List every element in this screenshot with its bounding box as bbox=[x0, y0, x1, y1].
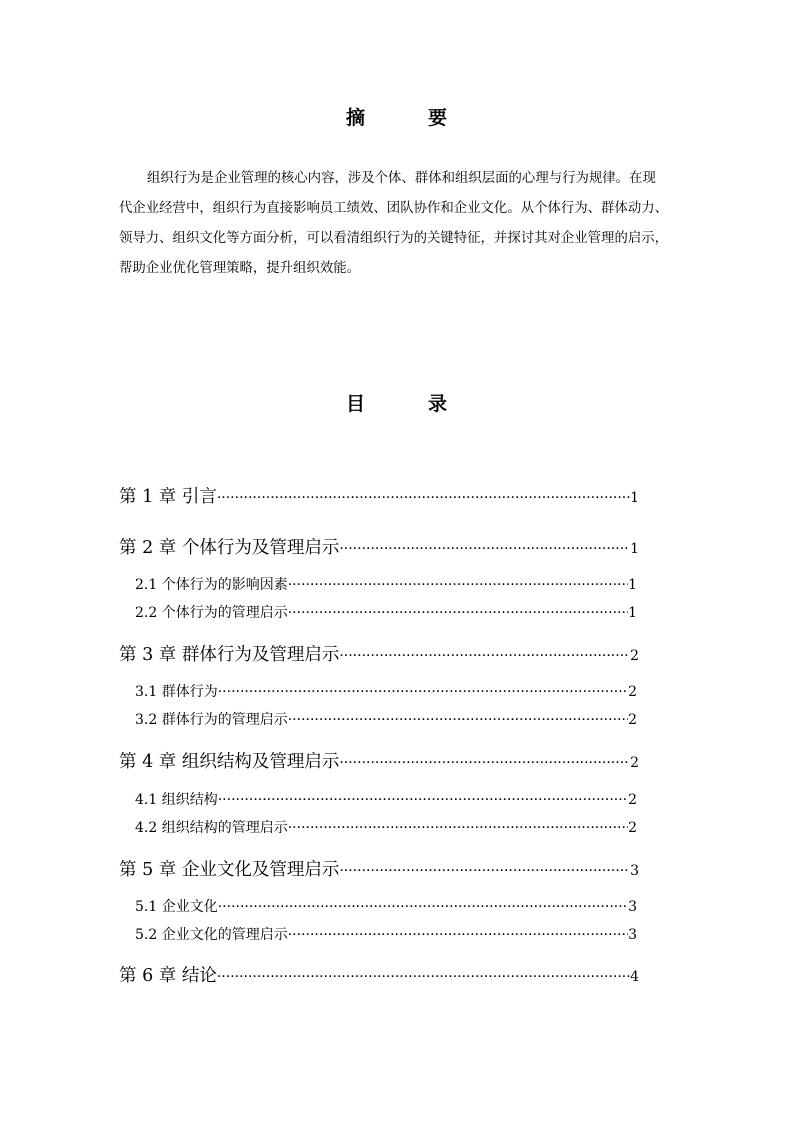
toc-entry[interactable] bbox=[135, 574, 637, 594]
toc-entry[interactable] bbox=[119, 856, 639, 881]
toc-entry[interactable] bbox=[119, 534, 639, 559]
toc-leader-dots bbox=[288, 577, 628, 593]
abstract-line: 领导力、组织文化等方面分析，可以看清组织行为的关键特征，并探讨其对企业管理的启示， bbox=[119, 231, 669, 246]
toc-entry-page: 3 bbox=[628, 899, 637, 915]
toc-entry-page: 2 bbox=[630, 648, 639, 664]
toc-entry-page: 2 bbox=[628, 820, 637, 836]
toc-leader-dots bbox=[339, 863, 630, 879]
toc-leader-dots bbox=[217, 490, 630, 506]
toc-entry[interactable] bbox=[135, 924, 637, 944]
toc-entry-label: 5.2 企业文化的管理启示 bbox=[135, 927, 288, 943]
toc-leader-dots bbox=[288, 927, 628, 943]
toc-entry-label: 2.2 个体行为的管理启示 bbox=[135, 605, 288, 621]
toc-entry-label: 3.2 群体行为的管理启示 bbox=[135, 712, 288, 728]
toc-entry[interactable] bbox=[135, 709, 637, 729]
toc-entry-page: 2 bbox=[630, 755, 639, 771]
toc-entry-label: 第 4 章 组织结构及管理启示 bbox=[119, 752, 340, 772]
toc-entry-label: 5.1 企业文化 bbox=[135, 899, 218, 915]
toc-entry-page: 1 bbox=[630, 541, 639, 557]
toc-leader-dots bbox=[218, 792, 628, 808]
toc-entry-page: 1 bbox=[628, 605, 637, 621]
toc-entry[interactable] bbox=[119, 962, 639, 987]
toc-leader-dots bbox=[288, 712, 628, 728]
toc-entry-label: 第 3 章 群体行为及管理启示 bbox=[119, 645, 340, 665]
toc-entry-page: 3 bbox=[628, 927, 637, 943]
toc-leader-dots bbox=[288, 605, 628, 621]
toc-entry[interactable] bbox=[119, 748, 639, 773]
abstract-title: 摘 要 bbox=[345, 107, 469, 129]
toc-entry[interactable] bbox=[135, 602, 637, 622]
toc-entry-label: 第 5 章 企业文化及管理启示 bbox=[119, 860, 340, 880]
toc-entry-label: 2.1 个体行为的影响因素 bbox=[135, 577, 288, 593]
toc-entry-label: 4.2 组织结构的管理启示 bbox=[135, 820, 288, 836]
toc-leader-dots bbox=[218, 899, 628, 915]
toc-entry[interactable] bbox=[135, 789, 637, 809]
abstract-line: 代企业经营中，组织行为直接影响员工绩效、团队协作和企业文化。从个体行为、群体动力、 bbox=[119, 201, 669, 216]
toc-entry-label: 第 6 章 结论 bbox=[119, 966, 217, 986]
toc-leader-dots bbox=[218, 684, 628, 700]
toc-entry-page: 1 bbox=[628, 577, 637, 593]
toc-leader-dots bbox=[288, 820, 628, 836]
toc-entry-label: 第 1 章 引言 bbox=[119, 487, 217, 507]
toc-leader-dots bbox=[339, 541, 630, 557]
toc-entry-label: 第 2 章 个体行为及管理启示 bbox=[119, 538, 340, 558]
abstract-line: 帮助企业优化管理策略，提升组织效能。 bbox=[119, 261, 361, 276]
abstract-line: 组织行为是企业管理的核心内容，涉及个体、群体和组织层面的心理与行为规律。在现 bbox=[147, 171, 656, 186]
toc-entry[interactable] bbox=[135, 681, 637, 701]
toc-entry-page: 2 bbox=[628, 792, 637, 808]
abstract-body bbox=[119, 164, 679, 284]
toc-title: 目 录 bbox=[345, 393, 469, 415]
toc-entry-page: 1 bbox=[630, 490, 639, 506]
toc-entry-label: 4.1 组织结构 bbox=[135, 792, 218, 808]
toc-entry[interactable] bbox=[119, 641, 639, 666]
toc-leader-dots bbox=[339, 648, 630, 664]
toc-entry-page: 2 bbox=[628, 712, 637, 728]
toc-entry-page: 3 bbox=[630, 863, 639, 879]
toc-entry[interactable] bbox=[119, 483, 639, 508]
toc-entry-label: 3.1 群体行为 bbox=[135, 684, 218, 700]
toc-leader-dots bbox=[339, 755, 630, 771]
toc-entry[interactable] bbox=[135, 896, 637, 916]
toc-entry[interactable] bbox=[135, 817, 637, 837]
toc-entry-page: 2 bbox=[628, 684, 637, 700]
toc-entry-page: 4 bbox=[630, 969, 639, 985]
toc-leader-dots bbox=[217, 969, 630, 985]
